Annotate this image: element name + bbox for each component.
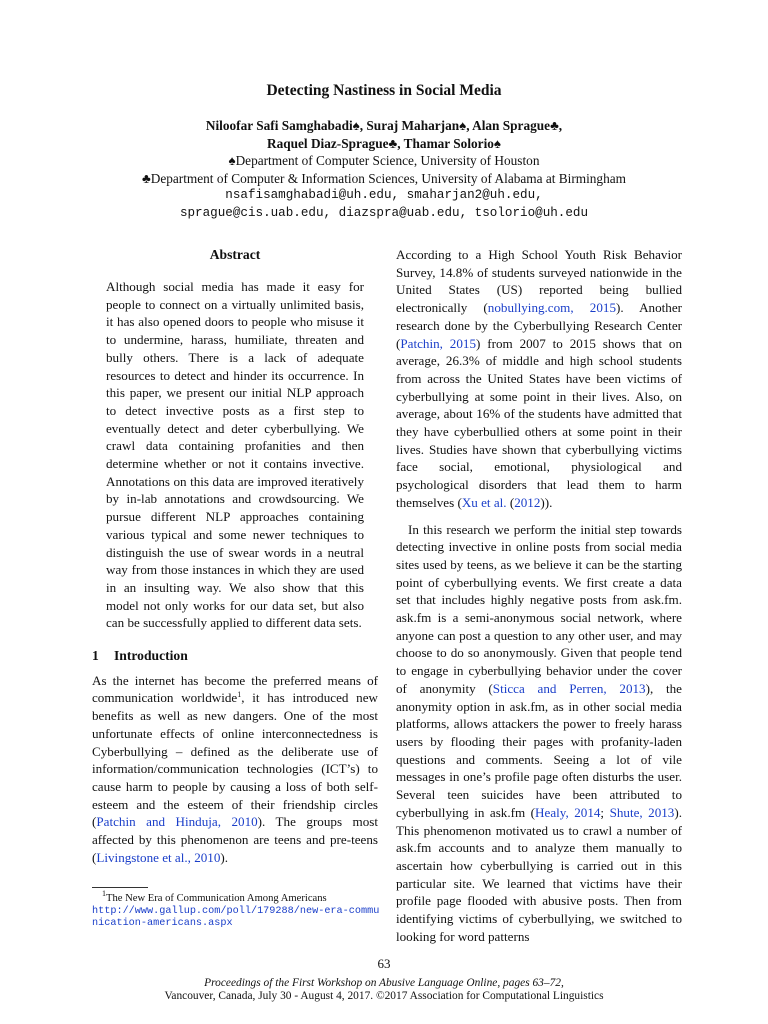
section-number: 1: [92, 648, 99, 664]
footnote-url-link[interactable]: http://www.gallup.com/poll/179288/new-era-communication-americans.aspx: [92, 905, 380, 929]
abstract-heading: Abstract: [209, 247, 261, 262]
paragraph-text: As the internet has become the preferred means of communication worldwide: [92, 672, 378, 706]
citation-link[interactable]: Patchin and Hinduja, 2010: [96, 814, 258, 830]
right-column: [396, 246, 682, 945]
page-number: 63: [377, 956, 391, 971]
paragraph-text: ). This phenomenon motivated us to crawl a number of ask.fm accounts and to analyze them manually to ascertain how cyberbullying is carried out in this particular site. We learned that victims have their profile page flooded with abusive posts. Then from identifying victims of cyberbullying, we switched to looking for word patterns: [396, 804, 682, 944]
paragraph: [396, 246, 682, 512]
author-line-2: [0, 135, 768, 153]
section-heading-introduction: [92, 647, 378, 665]
club-affiliation-mark: ♣: [388, 135, 398, 151]
footnote-label: The New Era of Communication Among Americans: [106, 893, 327, 904]
footnote-marker[interactable]: 1: [237, 690, 242, 700]
paragraph-text: ).: [220, 849, 229, 865]
left-column: [92, 246, 378, 867]
footnote-divider: [92, 887, 148, 888]
footnote-text: [92, 889, 382, 906]
paragraph-text: ;: [600, 804, 610, 820]
paragraph-text: ). The groups most affected by this phenomenon are teens and pre-teens (: [92, 814, 378, 865]
author-name: , Alan Sprague: [466, 118, 551, 133]
citation-link[interactable]: Patchin, 2015: [400, 335, 476, 351]
section-title: Introduction: [114, 648, 188, 664]
affiliation-houston: ♠Department of Computer Science, University of Houston: [228, 153, 540, 169]
spade-affiliation-mark: ♠: [459, 118, 467, 133]
citation-link[interactable]: nobullying.com, 2015: [487, 300, 616, 316]
paper-title: Detecting Nastiness in Social Media: [266, 82, 502, 99]
citation-link[interactable]: Shute, 2013: [609, 804, 675, 820]
paragraph-text: )).: [540, 494, 553, 510]
club-affiliation-mark: ♣: [550, 118, 559, 133]
paragraph: [396, 521, 682, 946]
paragraph-text: (: [506, 494, 515, 510]
citation-link[interactable]: Sticca and Perren, 2013: [492, 680, 646, 696]
paragraph-text: ) from 2007 to 2015 shows that on average, 26.3% of middle and high school students from across the United States have been victims of cyberbullying at some point in their lives. Also, on average, about 16% of the students have admitted that they have cyberbullied others at some point in their lives. Studies have shown that cyberbullying victims face social, emotional, physiological and psychological disorders that lead them to harm themselves (: [396, 335, 682, 510]
footnote: [92, 889, 382, 931]
paragraph-text: In this research we perform the initial step towards detecting invective in online posts from social media sites used by teens, as we believe it can be the starting point of cyberbullying events. We first create a data set that includes highly negative posts from ask.fm. ask.fm is a semi-anonymous social network, where anyone can post a question to any other user, and may choose to do so anonymously. Given that people tend to engage in cyberbullying behavior under the cover of anonymity (: [396, 521, 682, 696]
paragraph-text: , it has introduced new benefits as well as new dangers. One of the most unfortunate effects of online interconnectedness is Cyberbullying – defined as the deliberate use of information/communication technologies (ICT’s) to cause harm to people by causing a loss of both self-esteem and the esteem of their friendship circles (: [92, 690, 378, 830]
author-name: , Suraj Maharjan: [359, 118, 460, 133]
intro-paragraph: [92, 672, 378, 867]
proceedings-pages: , pages 63–72,: [497, 977, 564, 989]
footnote-number: 1: [102, 889, 106, 898]
author-name: Raquel Diaz-Sprague: [266, 135, 389, 151]
citation-link[interactable]: Xu et al.: [461, 494, 507, 510]
paragraph-text: According to a High School Youth Risk Behavior Survey, 14.8% of students surveyed nationwide in the United States (US) reported being bullied electronically (: [396, 247, 682, 316]
paragraph-text: ), the anonymity option in ask.fm, as in other social media platforms, allows attackers the power to freely harass users by flooding their pages with profanity-laden questions and comments. Seeing a lot of vile messages in one’s profile page often disturbs the user. Several teen suicides have been attributed to cyberbullying in ask.fm (: [396, 680, 682, 820]
abstract-text: Although social media has made it easy for people to connect on a virtually unlimited basis, it has also opened doors to people who misuse it to undermine, harass, humiliate, threaten and bully others. There is a lack of adequate resources to detect and hinder its occurrence. In this paper, we present our initial NLP approach to detect invective posts as a first step to eventually detect and deter cyberbullying. We crawl data containing profanities and then determine whether or not it contains invective. Annotations on this data are improved iteratively by in-lab annotations and crowdsourcing. We pursue different NLP approaches containing various typical and some newer techniques to distinguish the use of swear words in a neutral way from those instances in which they are used in an insulting way. We also show that this model not only works for our data set, but also can be successfully applied to different data sets.: [106, 279, 364, 631]
spade-affiliation-mark: ♠: [352, 118, 360, 133]
citation-link[interactable]: Livingstone et al., 2010: [96, 849, 221, 865]
affiliation-alabama: ♣Department of Computer & Information Sciences, University of Alabama at Birmingham: [142, 170, 626, 186]
citation-link[interactable]: 2012: [514, 494, 541, 510]
email-line-2: sprague@cis.uab.edu, diazspra@uab.edu, tsolorio@uh.edu: [179, 205, 589, 220]
spade-affiliation-mark: ♠: [493, 135, 501, 151]
paragraph-text: ). Another research done by the Cyberbullying Research Center (: [396, 300, 682, 351]
author-name: Niloofar Safi Samghabadi: [205, 118, 353, 133]
author-name: , Thamar Solorio: [397, 135, 494, 151]
email-line-1: nsafisamghabadi@uh.edu, smaharjan2@uh.edu,: [225, 188, 543, 203]
author-line-1: [0, 117, 768, 135]
venue-copyright: Vancouver, Canada, July 30 - August 4, 2017. ©2017 Association for Computational Linguistics: [164, 989, 604, 1002]
citation-link[interactable]: Healy, 2014: [535, 804, 601, 820]
proceedings-title: Proceedings of the First Workshop on Abusive Language Online: [204, 977, 498, 989]
proceedings-footer: [0, 977, 768, 1002]
author-separator: ,: [558, 118, 563, 133]
author-block: [0, 117, 768, 223]
